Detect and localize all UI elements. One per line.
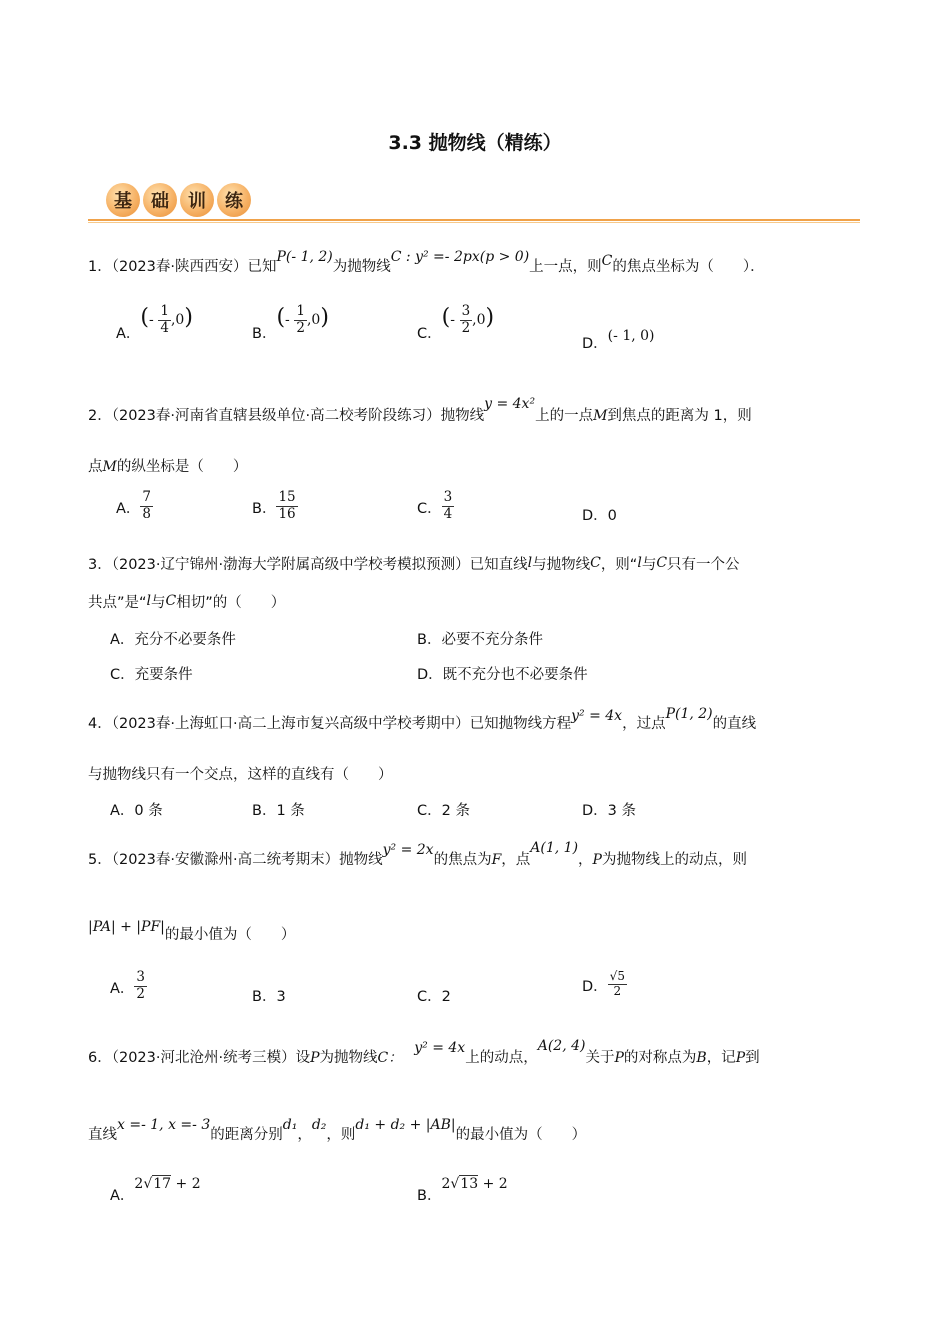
math-l: l xyxy=(146,593,152,609)
option-tail: ,0 xyxy=(170,312,185,329)
option-label: D． xyxy=(582,508,608,524)
option-fraction: $\frac{15}{16}$ xyxy=(278,489,296,522)
option-label: C． xyxy=(417,326,442,343)
question-text: 与抛物线 xyxy=(532,557,591,573)
question-text: 为抛物线 xyxy=(332,259,391,275)
option-coef: 2 xyxy=(441,1176,451,1192)
question-number: 4． xyxy=(88,716,112,732)
q4-option-c[interactable] xyxy=(417,799,470,820)
question-3-line-2 xyxy=(88,591,285,612)
q5-option-c[interactable] xyxy=(417,985,451,1006)
math-c: C xyxy=(165,593,177,609)
option-value: 3 条 xyxy=(607,803,637,819)
math-equation: y = 4x² xyxy=(484,396,536,412)
option-value: 充分不必要条件 xyxy=(134,632,236,648)
option-label: B． xyxy=(252,326,277,343)
q2-option-c[interactable] xyxy=(417,490,454,522)
section-header-basic-training xyxy=(106,183,251,217)
math-equation: y² = 4x xyxy=(414,1040,466,1056)
math-d2: d₂ xyxy=(311,1117,327,1133)
math-c: C xyxy=(601,253,613,269)
option-tail: + 2 xyxy=(478,1176,508,1192)
option-label: B． xyxy=(252,989,277,1005)
option-value: 3 xyxy=(276,989,286,1005)
option-fraction: $\frac{3}{4}$ xyxy=(443,489,453,522)
question-text: ，记 xyxy=(706,1050,736,1066)
q1-option-d[interactable] xyxy=(582,324,655,352)
question-text: 的对称点为 xyxy=(623,1050,697,1066)
option-label: B． xyxy=(417,632,442,648)
question-source: （2023春·安徽滁州·高二统考期末） xyxy=(111,852,340,868)
question-text: 与 xyxy=(151,595,166,611)
math-point-a: A(2, 4) xyxy=(537,1038,586,1054)
option-label: C． xyxy=(110,667,135,683)
math-m: M xyxy=(102,459,117,475)
question-text: 直线 xyxy=(88,1127,117,1143)
question-text: 关于 xyxy=(585,1050,615,1066)
option-value: 既不充分也不必要条件 xyxy=(442,667,588,683)
math-m: M xyxy=(593,408,608,424)
q2-option-d[interactable] xyxy=(582,504,617,525)
option-sign: - xyxy=(149,312,154,329)
option-label: A． xyxy=(110,803,135,819)
option-label: C． xyxy=(417,501,442,518)
question-number: 6． xyxy=(88,1050,112,1066)
math-p: P xyxy=(735,1050,746,1066)
option-label: B． xyxy=(252,501,277,518)
option-value: 0 xyxy=(607,508,617,524)
question-source: （2023·辽宁锦州·渤海大学附属高级中学校考模拟预测） xyxy=(111,557,470,573)
question-text: ，过点 xyxy=(622,716,666,732)
question-text: 的最小值为（ ） xyxy=(455,1127,587,1143)
question-text: 的焦点为 xyxy=(433,852,492,868)
option-fraction: $\frac{√5}{2}$ xyxy=(609,969,625,998)
option-label: A． xyxy=(110,632,135,648)
question-text: 的焦点坐标为（ ）． xyxy=(612,259,765,275)
option-tail: ,0 xyxy=(306,312,321,329)
question-text: 的纵坐标是（ ） xyxy=(116,459,248,475)
math-equation: y² = 4x xyxy=(571,708,623,724)
math-p: P xyxy=(614,1050,624,1066)
question-text: 已知抛物线方程 xyxy=(469,716,572,732)
math-point-p: P(- 1, 2) xyxy=(276,249,333,265)
option-radicand: 17 xyxy=(153,1176,172,1192)
option-value: 2 条 xyxy=(441,803,470,819)
question-6 xyxy=(88,1038,760,1067)
question-text: 设 xyxy=(295,1050,311,1066)
q5-option-a[interactable] xyxy=(110,970,147,1002)
q5-option-d[interactable] xyxy=(582,970,627,999)
option-label: D． xyxy=(417,667,443,683)
question-6-line-2 xyxy=(88,1117,587,1144)
question-text: 的最小值为（ ） xyxy=(164,927,296,943)
math-expression: |PA| + |PF| xyxy=(88,919,165,935)
option-label: A． xyxy=(110,1188,135,1204)
q2-option-a[interactable] xyxy=(116,490,153,522)
math-p: P xyxy=(592,852,602,868)
question-3 xyxy=(88,553,740,574)
option-coef: 2 xyxy=(134,1176,144,1192)
math-b: B xyxy=(696,1050,707,1066)
question-text: ，则“ xyxy=(600,557,638,573)
option-label: C． xyxy=(417,803,442,819)
question-text: 为抛物线 xyxy=(319,1050,378,1066)
option-label: D． xyxy=(582,979,608,996)
question-text: 上一点，则 xyxy=(529,259,602,275)
q2-option-b[interactable] xyxy=(252,490,298,522)
page-title: 3.3 抛物线（精练） xyxy=(388,132,562,154)
math-expression: d₁ + d₂ + |AB| xyxy=(355,1117,456,1133)
question-text: 的距离分别 xyxy=(210,1127,283,1143)
math-l: l xyxy=(527,555,533,571)
option-tail: + 2 xyxy=(171,1176,201,1192)
question-text: 已知直线 xyxy=(469,557,528,573)
question-number: 2． xyxy=(88,408,112,424)
math-d1: d₁ xyxy=(282,1117,298,1133)
option-radicand: 13 xyxy=(460,1176,479,1192)
option-label: B． xyxy=(417,1188,442,1204)
math-f: F xyxy=(491,852,502,868)
option-value: 必要不充分条件 xyxy=(441,632,543,648)
option-label: D． xyxy=(582,803,608,819)
q1-option-c[interactable]: C．(- $\frac{3}{2}$ ,0) xyxy=(417,303,495,343)
q3-option-d[interactable] xyxy=(417,663,588,684)
question-text: 共点”是“ xyxy=(88,595,147,611)
option-fraction: $\frac{3}{2}$ xyxy=(461,303,471,336)
option-value: 2 xyxy=(441,989,451,1005)
q6-option-b[interactable]: B．2√13 + 2 xyxy=(417,1176,508,1204)
q1-option-a[interactable]: A．(- $\frac{1}{4}$ ,0) xyxy=(116,303,193,343)
option-label: A． xyxy=(110,981,135,998)
option-value: 充要条件 xyxy=(134,667,193,683)
question-text: ，则 xyxy=(326,1127,356,1143)
option-value: (- 1, 0) xyxy=(607,328,655,344)
question-2-line-2 xyxy=(88,455,247,476)
question-source: （2023·河北沧州·统考三模） xyxy=(111,1050,296,1066)
question-text: 抛物线 xyxy=(440,408,485,424)
option-tail: ,0 xyxy=(472,312,486,329)
question-4-line-2: 与抛物线只有一个交点，这样的直线有（ ） xyxy=(88,767,393,783)
option-fraction: $\frac{1}{2}$ xyxy=(296,303,305,336)
question-source: （2023春·上海虹口·高二上海市复兴高级中学校考期中） xyxy=(111,716,470,732)
q4-option-a[interactable] xyxy=(110,799,163,820)
math-p: P xyxy=(310,1050,320,1066)
option-label: A． xyxy=(116,501,141,518)
question-4 xyxy=(88,706,757,733)
option-label: A． xyxy=(116,326,141,343)
option-fraction: $\frac{1}{4}$ xyxy=(160,303,169,336)
q5-option-b[interactable] xyxy=(252,985,286,1006)
question-text: 到焦点的距离为 1，则 xyxy=(607,408,752,424)
question-5 xyxy=(88,840,747,869)
option-fraction: $\frac{7}{8}$ xyxy=(142,489,152,522)
section-badge: 础 xyxy=(143,183,177,217)
math-c: C xyxy=(656,555,668,571)
question-2 xyxy=(88,396,752,425)
q6-option-a[interactable]: A．2√17 + 2 xyxy=(110,1176,201,1204)
option-fraction: $\frac{3}{2}$ xyxy=(136,969,146,1002)
section-divider-light xyxy=(88,222,860,223)
section-badge: 基 xyxy=(106,183,140,217)
question-number: 5． xyxy=(88,852,112,868)
option-value: 0 条 xyxy=(134,803,163,819)
question-text: ， xyxy=(297,1127,312,1143)
q3-option-c[interactable] xyxy=(110,663,193,684)
option-label: B． xyxy=(252,803,277,819)
question-1 xyxy=(88,249,765,276)
option-value: 1 条 xyxy=(276,803,305,819)
question-text: ， xyxy=(578,852,593,868)
q1-option-b[interactable]: B．(- $\frac{1}{2}$ ,0) xyxy=(252,303,329,343)
q4-option-b[interactable] xyxy=(252,799,305,820)
option-label: C． xyxy=(417,989,442,1005)
math-c: C： xyxy=(377,1050,403,1066)
section-badge: 练 xyxy=(217,183,251,217)
question-text: ，点 xyxy=(501,852,531,868)
question-text: 相切”的（ ） xyxy=(176,595,286,611)
math-lines: x =- 1, x =- 3 xyxy=(117,1117,211,1133)
question-source: （2023春·陕西西安） xyxy=(111,259,248,275)
math-equation: y² = 2x xyxy=(382,842,434,858)
q3-option-a[interactable] xyxy=(110,628,236,649)
question-5-line-2 xyxy=(88,919,296,944)
question-text: 为抛物线上的动点，则 xyxy=(601,852,747,868)
math-l: l xyxy=(637,555,642,571)
option-sign: - xyxy=(450,312,455,329)
question-text: 点 xyxy=(88,459,103,475)
question-text: 上的动点， xyxy=(465,1050,538,1066)
question-text: 上的一点 xyxy=(535,408,594,424)
option-sign: - xyxy=(285,312,290,329)
option-label: D． xyxy=(582,336,608,352)
question-text: 的直线 xyxy=(712,716,757,732)
section-badge: 训 xyxy=(180,183,214,217)
question-text: 已知 xyxy=(247,259,277,275)
math-c: C xyxy=(590,555,601,571)
question-number: 1． xyxy=(88,259,112,275)
question-text: 与 xyxy=(641,557,657,573)
q3-option-b[interactable] xyxy=(417,628,543,649)
math-parabola-c: C : y² =- 2px(p > 0) xyxy=(390,249,530,265)
question-text: 到 xyxy=(745,1050,760,1066)
question-number: 3． xyxy=(88,557,112,573)
section-divider xyxy=(88,219,860,221)
question-text: 只有一个公 xyxy=(667,557,740,573)
math-point-p: P(1, 2) xyxy=(665,706,713,722)
q4-option-d[interactable] xyxy=(582,799,636,820)
question-source: （2023春·河南省直辖县级单位·高二校考阶段练习） xyxy=(111,408,441,424)
math-point-a: A(1, 1) xyxy=(530,840,579,856)
question-text: 抛物线 xyxy=(339,852,383,868)
